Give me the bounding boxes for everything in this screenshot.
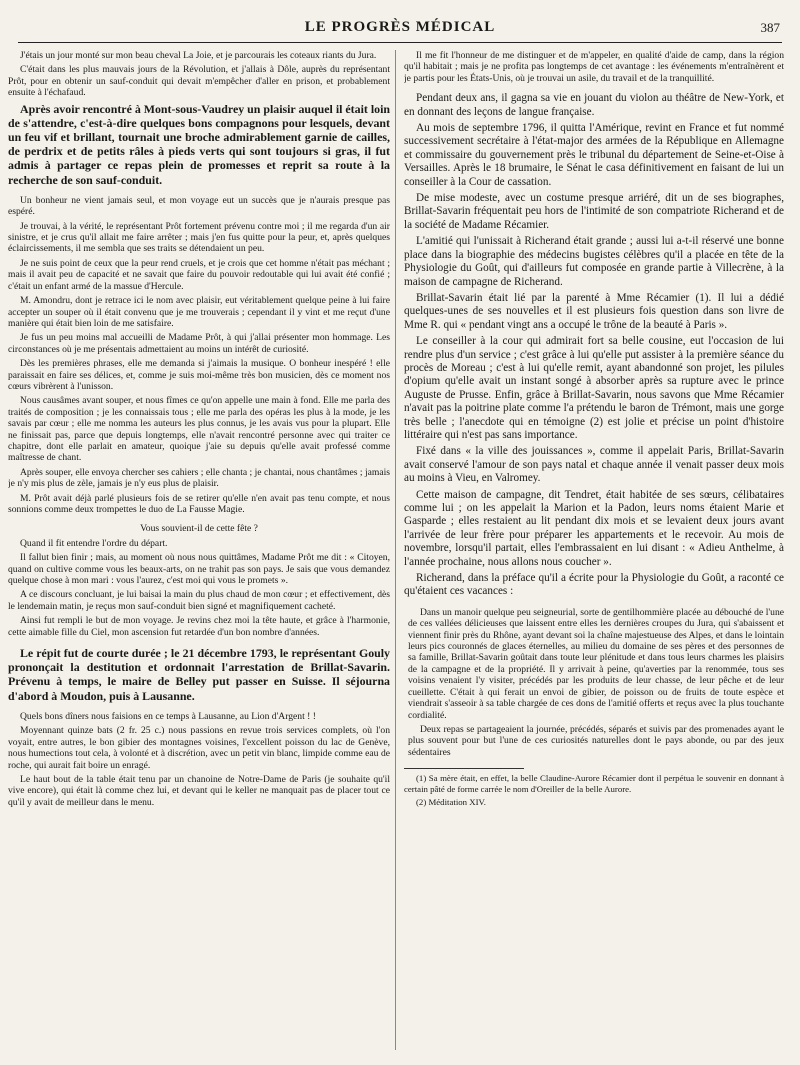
paragraph: Dès les premières phrases, elle me demanda si j'aimais la musique. O bonheur inespéré ! elle paraissait en faire ses délices, et, comme je suis moi-même très bon musicien, dès ce moment nos cœurs vibrèrent à l'unisson. <box>8 358 390 392</box>
journal-title: LE PROGRÈS MÉDICAL <box>304 19 496 35</box>
verse-line: Vous souvient-il de cette fête ? <box>140 523 258 535</box>
paragraph-large: Après avoir rencontré à Mont-sous-Vaudrey un plaisir auquel il était loin de s'attendre, c'est-à-dire quelques bons compagnons pour lesquels, devant un feu vif et brillant, tournait une broche admirablement garnie de cailles, de perdrix et de petits râles à pieds verts qui sont toujours si gras, il fut admis à partager ce repas plein de promesses et reprit sa route à la recherche de son sauf-conduit. <box>8 101 390 187</box>
paragraph: Quels bons dîners nous faisions en ce temps à Lausanne, au Lion d'Argent ! ! <box>20 710 316 722</box>
paragraph-medium: De mise modeste, avec un costume presque arriéré, dit un de ses biographes, Brillat-Savarin fréquentait peu hors de l'intimité de son compatriote Richerand et de la société de Madame Récamier. <box>404 192 784 231</box>
paragraph: Un bonheur ne vient jamais seul, et mon voyage eut un succès que je n'aurais presque pas espéré. <box>8 194 390 218</box>
paragraph-medium: Cette maison de campagne, dit Tendret, était habitée de ses sœurs, célibataires comme lui ; on les appelait la Marion et la Padon, leurs noms étaient Marie et Gasparde ; elles restaient au lit pendant dix mois et se levaient deux jours avant l'arrivée de leur frère pour préparer les appartements et le recevoir. Au mois de novembre, lorsqu'il partait, elles l'embrassaient en lui disant : « Adieu Anthelme, à l'année prochaine, nous allons nous coucher ». <box>404 488 784 568</box>
paragraph-medium: Le conseiller à la cour qui admirait fort sa belle cousine, eut l'occasion de lui rendre plus d'un service ; c'est grâce à lui qu'elle put assister à la première séance du procès de Moreau ; c'est à lui qu'elle remit, ayant abandonné son projet, les pilules d'opium qu'elle avait un instant songé à absorber après sa rupture avec le prince Auguste de Prusse. Enfin, grâce à Brillat-Savarin, nous savons que Mme Récamier n'avait pas la poitrine plate comme l'a prétendu le baron de Trémont, mais une gorge très belle ; l'anecdote qui en témoigne (2) est jolie et précise un point d'histoire littéraire qui n'est pas sans importance. <box>404 335 784 441</box>
page-number: 387 <box>760 20 780 35</box>
paragraph: J'étais un jour monté sur mon beau cheval La Joie, et je parcourais les coteaux riants du Jura. <box>20 50 377 61</box>
page-header <box>18 16 782 43</box>
quotation: Deux repas se partageaient la journée, précédés, séparés et suivis par des promenades ayant le plus souvent pour but l'une de ces curiosités naturelles dont le pays abonde, ou par des jeux sédentaires <box>408 723 784 758</box>
paragraph: M. Prôt avait déjà parlé plusieurs fois de se retirer qu'elle n'en avait pas tenu compte, et nous sonnions comme deux trompettes le duo de La Fausse Magie. <box>8 492 390 515</box>
paragraph: Ainsi fut rempli le but de mon voyage. Je revins chez moi la tête haute, et grâce à l'harmonie, cette aimable fille du Ciel, mon ascension fut retardée d'un bon nombre d'années. <box>8 615 390 638</box>
paragraph-medium: Brillat-Savarin était lié par la parenté à Mme Récamier (1). Il lui a dédié quelques-unes de ses nouvelles et il est plusieurs fois question dans son livre de Mme R. qui « pendant vingt ans a occupé le trône de la beauté à Paris ». <box>404 291 784 331</box>
paragraph: Après souper, elle envoya chercher ses cahiers ; elle chanta ; je chantai, nous chantâmes ; jamais je n'y mis plus de zèle, jamais je n'y eus plus de plaisir. <box>8 466 390 490</box>
paragraph-medium: Fixé dans « la ville des jouissances », comme il appelait Paris, Brillat-Savarin avait conservé l'amour de son pays natal et chaque année il venait passer deux mois au moins à Vieu, en Valromey. <box>404 445 784 485</box>
left-column <box>8 50 390 1055</box>
paragraph: Il me fit l'honneur de me distinguer et de m'appeler, en qualité d'aide de camp, dans la région qu'il habitait ; mais je ne profita pas longtemps de cet avantage : les événements m'entraînèrent et je partis pour les États-Unis, où je trouvai un asile, du travail et de la tranquillité. <box>404 50 784 84</box>
paragraph: C'était dans les plus mauvais jours de la Révolution, et j'allais à Dôle, auprès du représentant Prôt, pour en obtenir un sauf-conduit qui devait m'empêcher d'aller en prison, et probablement ensuite à l'échafaud. <box>8 64 390 99</box>
paragraph-medium: Au mois de septembre 1796, il quitta l'Amérique, revint en France et fut nommé successivement secrétaire à l'état-major des armées de la République en Allemagne et commissaire du gouvernement près le tribunal du département de Seine-et-Oise à Versailles. Après le 18 brumaire, le Sénat le casa définitivement en faisant de lui un conseiller à la Cour de cassation. <box>404 122 784 188</box>
footnote-rule <box>404 768 524 769</box>
paragraph: M. Amondru, dont je retrace ici le nom avec plaisir, eut véritablement quelque peine à lui faire accepter un souper où il était convenu que je me trouverais ; cependant il y vint et me reçut d'une manière qui était bien loin de me satisfaire. <box>8 295 390 329</box>
paragraph-medium: L'amitié qui l'unissait à Richerand était grande ; aussi lui a-t-il réservé une bonne place dans la biographie des médecins bugistes célèbres qu'il a placée en tête de la Physiologie du Goût, qui d'ailleurs fut composée en grande partie à Villecrène, à la maison de campagne de Richerand. <box>404 235 784 288</box>
paragraph: Je fus un peu moins mal accueilli de Madame Prôt, à qui j'allai présenter mon hommage. Les circonstances où je me présentais admettaient au moins un intérêt de curiosité. <box>8 332 390 355</box>
paragraph: Je ne suis point de ceux que la peur rend cruels, et je crois que cet homme n'était pas méchant ; mais il avait peu de capacité et ne savait que faire du pouvoir redoutable qui lui avait été confié ; c'était un enfant armé de la massue d'Hercule. <box>8 257 390 292</box>
paragraph: Il fallut bien finir ; mais, au moment où nous nous quittâmes, Madame Prôt me dit : « Citoyen, quand on cultive comme vous les beaux-arts, on ne trahit pas son pays. Je sais que vous demandez quelque chose à mon mari : vous l'aurez, c'est moi qui vous le promets ». <box>8 552 390 587</box>
paragraph-medium: Richerand, dans la préface qu'il a écrite pour la Physiologie du Goût, a raconté ce qu'étaient ces vacances : <box>404 572 784 598</box>
column-divider <box>395 50 396 1050</box>
footnote: (1) Sa mère était, en effet, la belle Claudine-Aurore Récamier dont il perpétua le souvenir en donnant à certain pâté de forme carrée le nom d'Oreiller de la belle Aurore. <box>404 773 784 794</box>
paragraph: Je trouvai, à la vérité, le représentant Prôt fortement prévenu contre moi ; il me regarda d'un air sinistre, et je crus qu'il allait me faire arrêter ; mais j'en fus quitte pour la peur, et, après quelques éclaircissements, il me sembla que ses traits se détendaient un peu. <box>8 220 390 255</box>
paragraph-medium: Pendant deux ans, il gagna sa vie en jouant du violon au théâtre de New-York, et en donnant des leçons de langue française. <box>404 92 784 118</box>
quotation: Dans un manoir quelque peu seigneurial, sorte de gentilhommière placée au débouché de l'une de ces vallées délicieuses que laissent entre elles les dernières croupes du Jura, qui s'abaissent et viennent finir près du Rhône, ayant devant soi la chaîne majestueuse des Alpes, et dans le lointain leurs pics couronnés de glaces éternelles, au milieu du domaine de ses pères et des personnes de sa famille, Brillat-Savarin goûtait dans toute leur plénitude et dans tous leurs charmes les plaisirs de la campagne et de la propriété. Il y arrivait à peine, qu'averties par la renommée, tous ses voisins venaient l'y visiter, précédés par les produits de leur chasse, de leur pêche et de leur cueillette. C'était à qui ferait un envoi de gibier, de poisson ou de fruits de toute espèce et viendrait s'asseoir à sa table chargée de ces dons de l'amitié offerts et reçus avec la plus touchante cordialité. <box>408 606 784 721</box>
paragraph: Le haut bout de la table était tenu par un chanoine de Notre-Dame de Paris (je souhaite qu'il vive encore), qui était là comme chez lui, et devant qui le keller ne manquait pas de placer tout ce qu'il y avait de meilleur dans le menu. <box>8 773 390 808</box>
paragraph: A ce discours concluant, je lui baisai la main du plus chaud de mon cœur ; et effectivement, dès le lendemain matin, je reçus mon sauf-conduit bien signé et magnifiquement cacheté. <box>8 589 390 612</box>
footnote: (2) Méditation XIV. <box>416 797 486 808</box>
paragraph: Moyennant quinze bats (2 fr. 25 c.) nous passions en revue trois services complets, où l'on voyait, entre autres, le bon gibier des montagnes voisines, l'excellent poisson du lac de Genève, nous humections tout cela, à volonté et à discrétion, avec un petit vin blanc, limpide comme eau de roche, qui aurait fait boire un enragé. <box>8 725 390 771</box>
verse-line: Quand il fit entendre l'ordre du départ. <box>20 537 168 549</box>
paragraph-large: Le répit fut de courte durée ; le 21 décembre 1793, le représentant Gouly prononçait la destitution et ordonnait l'arrestation de Brillat-Savarin. Prévenu à temps, le maire de Belley put passer en Suisse. Il séjourna d'abord à Moudon, puis à Lausanne. <box>8 646 390 703</box>
paragraph: Nous causâmes avant souper, et nous fîmes ce qu'on appelle une main à fond. Elle me parla des traités de composition ; je les connaissais tous ; elle me parla des opéras les plus à la mode, je les savais par cœur ; elle me nomma les auteurs les plus connus, je les avais vus pour la plupart. Elle ne finissait pas, parce que depuis longtemps, elle n'avait rencontré personne avec qui traiter ce chapitre, dont elle parlait en amateur, quoique j'aie su depuis qu'elle avait professé comme maîtresse de chant. <box>8 395 390 464</box>
right-column <box>404 50 784 1055</box>
